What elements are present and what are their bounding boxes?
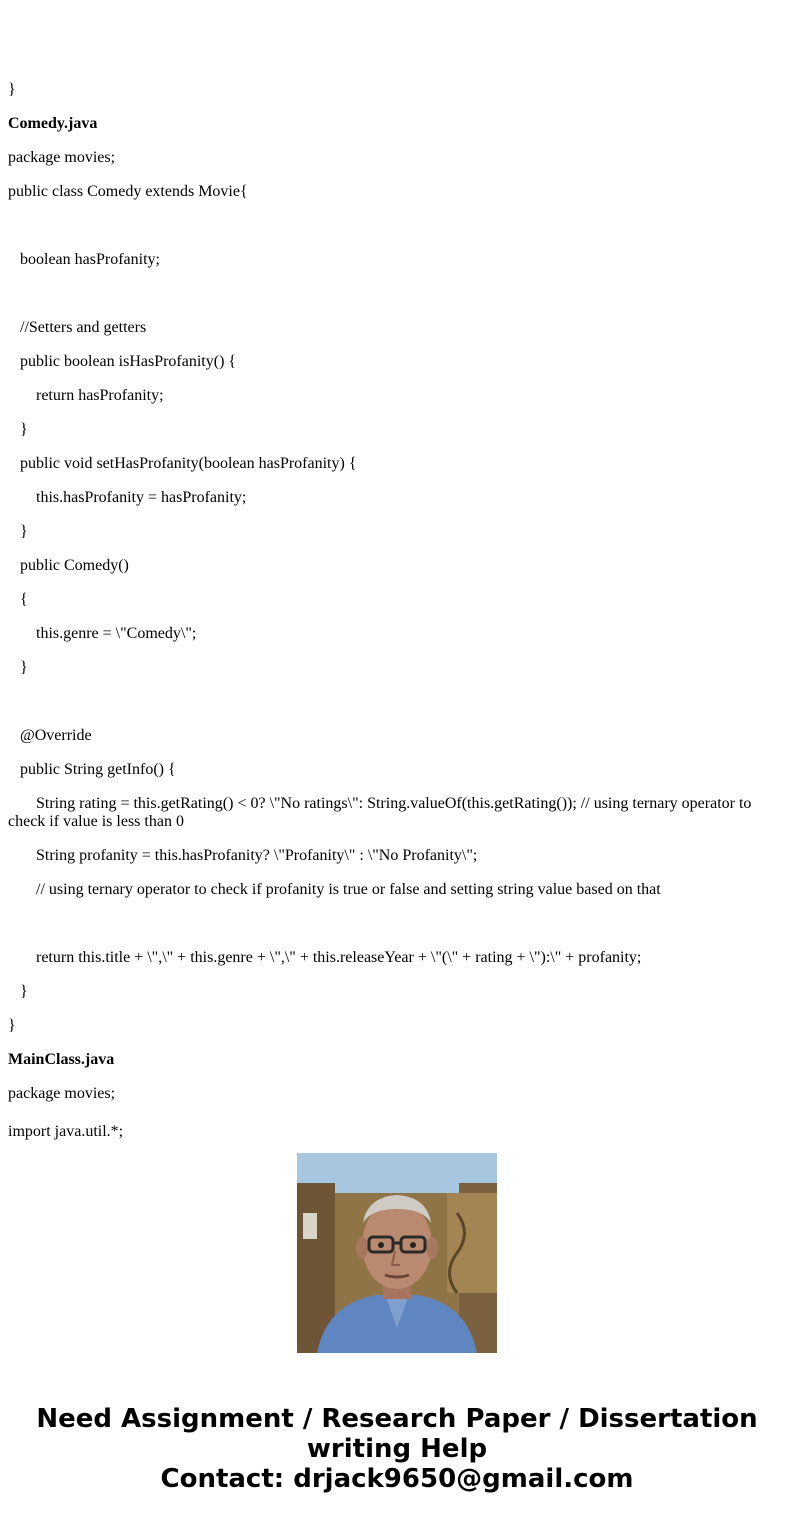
author-avatar [297,1153,497,1353]
promo-banner [0,1404,794,1494]
code-line: package movies; [8,1085,116,1102]
file-heading: MainClass.java [8,1051,115,1068]
promo-line-2: writing Help [306,1434,488,1464]
code-line: return hasProfanity; [8,387,164,404]
code-line: String profanity = this.hasProfanity? \"Profanity\" : \"No Profanity\"; [8,847,478,864]
code-line: } [8,659,28,676]
code-line: this.hasProfanity = hasProfanity; [8,489,247,506]
author-portrait-icon [297,1153,497,1353]
promo-contact: Contact: drjack9650@gmail.com [160,1464,634,1494]
code-line: boolean hasProfanity; [8,251,160,268]
code-line: String rating = this.getRating() < 0? \"No ratings\": String.valueOf(this.getRating()); // using ternary operator to check if value is less than 0 [8,795,756,830]
code-line: public Comedy() [8,557,129,574]
code-line: this.genre = \"Comedy\"; [8,625,197,642]
blank-line [8,285,784,303]
code-line: } [8,523,28,540]
code-line: } [8,983,28,1000]
code-line: public void setHasProfanity(boolean hasProfanity) { [8,455,357,472]
promo-line-1: Need Assignment / Research Paper / Dissertation [36,1404,758,1434]
code-line: public class Comedy extends Movie{ [8,183,248,200]
code-line: public String getInfo() { [8,761,176,778]
code-body [8,81,784,1140]
blank-line [8,217,784,235]
code-line: @Override [8,727,92,744]
code-line: } [8,1017,16,1034]
code-line: return this.title + \",\" + this.genre + \",\" + this.releaseYear + \"(\" + rating + \"):\" + profanity; [8,949,642,966]
file-heading: Comedy.java [8,115,98,132]
code-line: package movies; [8,149,116,166]
code-line: public boolean isHasProfanity() { [8,353,237,370]
blank-line [8,693,784,711]
code-line: } [8,421,28,438]
blank-line [8,915,784,933]
code-line: { [8,591,28,608]
code-line: } [8,81,16,98]
code-line-cut-off: import java.util.*; [8,1123,124,1140]
code-line: // using ternary operator to check if profanity is true or false and setting string value based on that [8,881,661,898]
code-line: //Setters and getters [8,319,147,336]
